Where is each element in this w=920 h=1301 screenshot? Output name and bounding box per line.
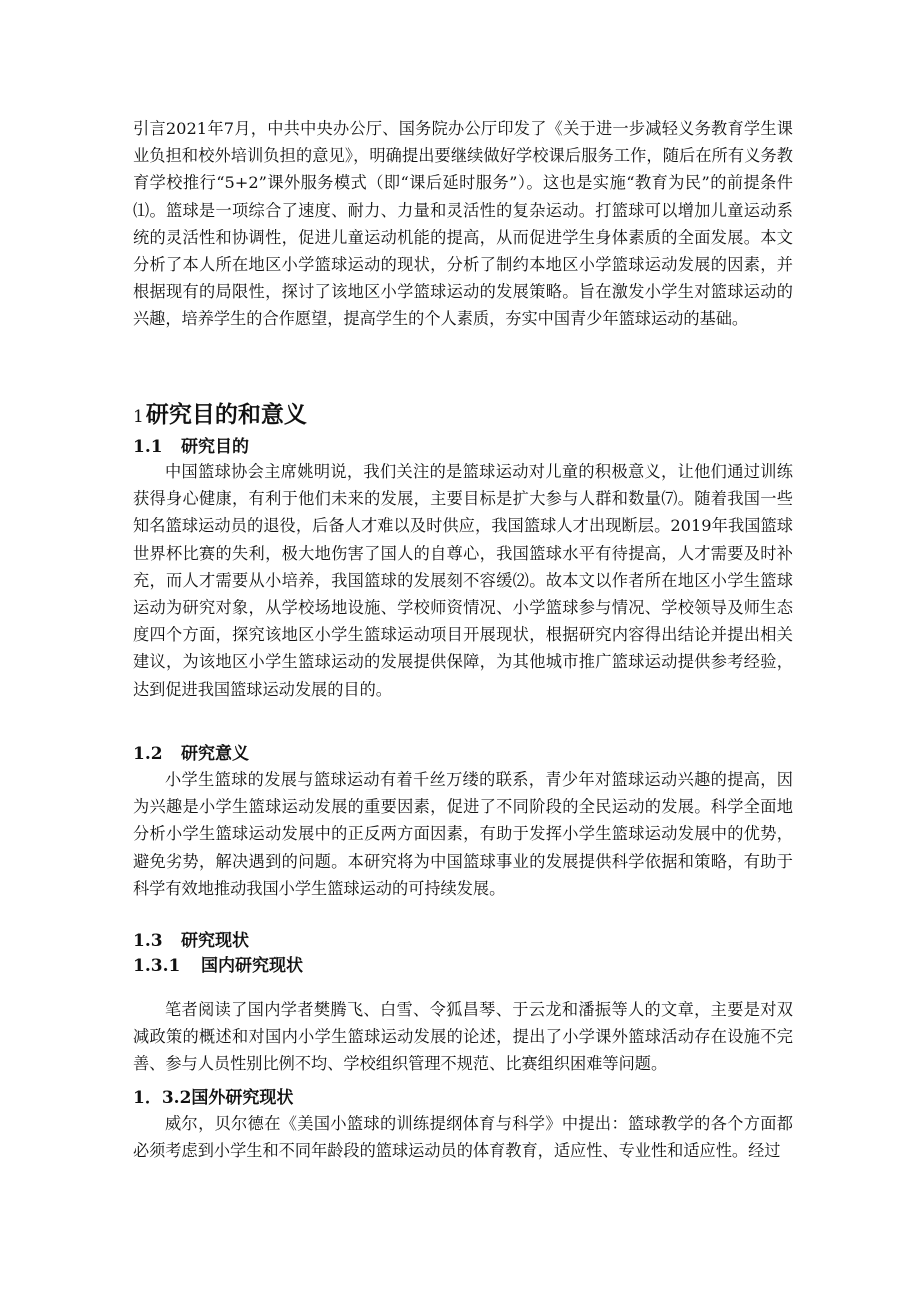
section-title: 研究意义: [181, 744, 249, 764]
section-1-3-2-paragraph: 威尔，贝尔德在《美国小篮球的训练提纲体育与科学》中提出：篮球教学的各个方面都必须考虑到小学生和不同年龄段的篮球运动员的体育教育，适应性、专业性和适应性。经过: [133, 1114, 793, 1161]
section-number: 1: [133, 407, 144, 427]
section-title: 国外研究现状: [191, 1088, 294, 1108]
section-1-heading: [133, 396, 307, 429]
section-1-2-paragraph: 小学生篮球的发展与篮球运动有着千丝万缕的联系，青少年对篮球运动兴趣的提高，因为兴趣是小学生篮球运动发展的重要因素，促进了不同阶段的全民运动的发展。科学全面地分析小学生篮球运动发展中的正反两方面因素，有助于发挥小学生篮球运动发展中的优势，避免劣势，解决遇到的问题。本研究将为中国篮球事业的发展提供科学依据和策略，有助于科学有效地推动我国小学生篮球运动的可持续发展。: [133, 770, 793, 898]
section-title: 研究目的和意义: [145, 402, 307, 428]
section-1-3-2-heading: [133, 1083, 293, 1108]
section-1-3-1-heading: [133, 951, 303, 976]
section-1-1-heading: [133, 432, 249, 457]
section-number: 1.3: [133, 931, 163, 951]
section-number: 1.3.1: [133, 956, 181, 976]
section-title: 研究目的: [181, 437, 249, 457]
section-title: 研究现状: [181, 931, 249, 951]
section-number: 1.2: [133, 744, 163, 764]
section-number: 1．3.2: [133, 1088, 192, 1108]
section-number: 1.1: [133, 437, 163, 457]
section-1-3-1-paragraph: 笔者阅读了国内学者樊腾飞、白雪、令狐昌琴、于云龙和潘振等人的文章，主要是对双减政策的概述和对国内小学生篮球运动发展的论述，提出了小学课外篮球活动存在设施不完善、参与人员性别比例不均、学校组织管理不规范、比赛组织困难等问题。: [133, 1000, 793, 1074]
section-title: 国内研究现状: [201, 956, 303, 976]
section-1-1-paragraph: 中国篮球协会主席姚明说，我们关注的是篮球运动对儿童的积极意义，让他们通过训练获得身心健康，有利于他们未来的发展，主要目标是扩大参与人群和数量⑺。随着我国一些知名篮球运动员的退役，后备人才难以及时供应，我国篮球人才出现断层。2019年我国篮球世界杯比赛的失利，极大地伤害了国人的自尊心，我国篮球水平有待提高，人才需要及时补充，而人才需要从小培养，我国篮球的发展刻不容缓⑵。故本文以作者所在地区小学生篮球运动为研究对象，从学校场地设施、学校师资情况、小学篮球参与情况、学校领导及师生态度四个方面，探究该地区小学生篮球运动项目开展现状，根据研究内容得出结论并提出相关建议，为该地区小学生篮球运动的发展提供保障，为其他城市推广篮球运动提供参考经验，达到促进我国篮球运动发展的目的。: [133, 462, 793, 699]
section-1-3-heading: [133, 926, 249, 951]
section-1-2-heading: [133, 739, 249, 764]
intro-paragraph: 引言2021年7月，中共中央办公厅、国务院办公厅印发了《关于进一步减轻义务教育学生课业负担和校外培训负担的意见》，明确提出要继续做好学校课后服务工作，随后在所有义务教育学校推行“5+2”课外服务模式（即“课后延时服务”）。这也是实施“教育为民”的前提条件⑴。篮球是一项综合了速度、耐力、力量和灵活性的复杂运动。打篮球可以增加儿童运动系统的灵活性和协调性，促进儿童运动机能的提高，从而促进学生身体素质的全面发展。本文分析了本人所在地区小学篮球运动的现状，分析了制约本地区小学篮球运动发展的因素，并根据现有的局限性，探讨了该地区小学篮球运动的发展策略。旨在激发小学生对篮球运动的兴趣，培养学生的合作愿望，提高学生的个人素质，夯实中国青少年篮球运动的基础。: [133, 119, 793, 329]
